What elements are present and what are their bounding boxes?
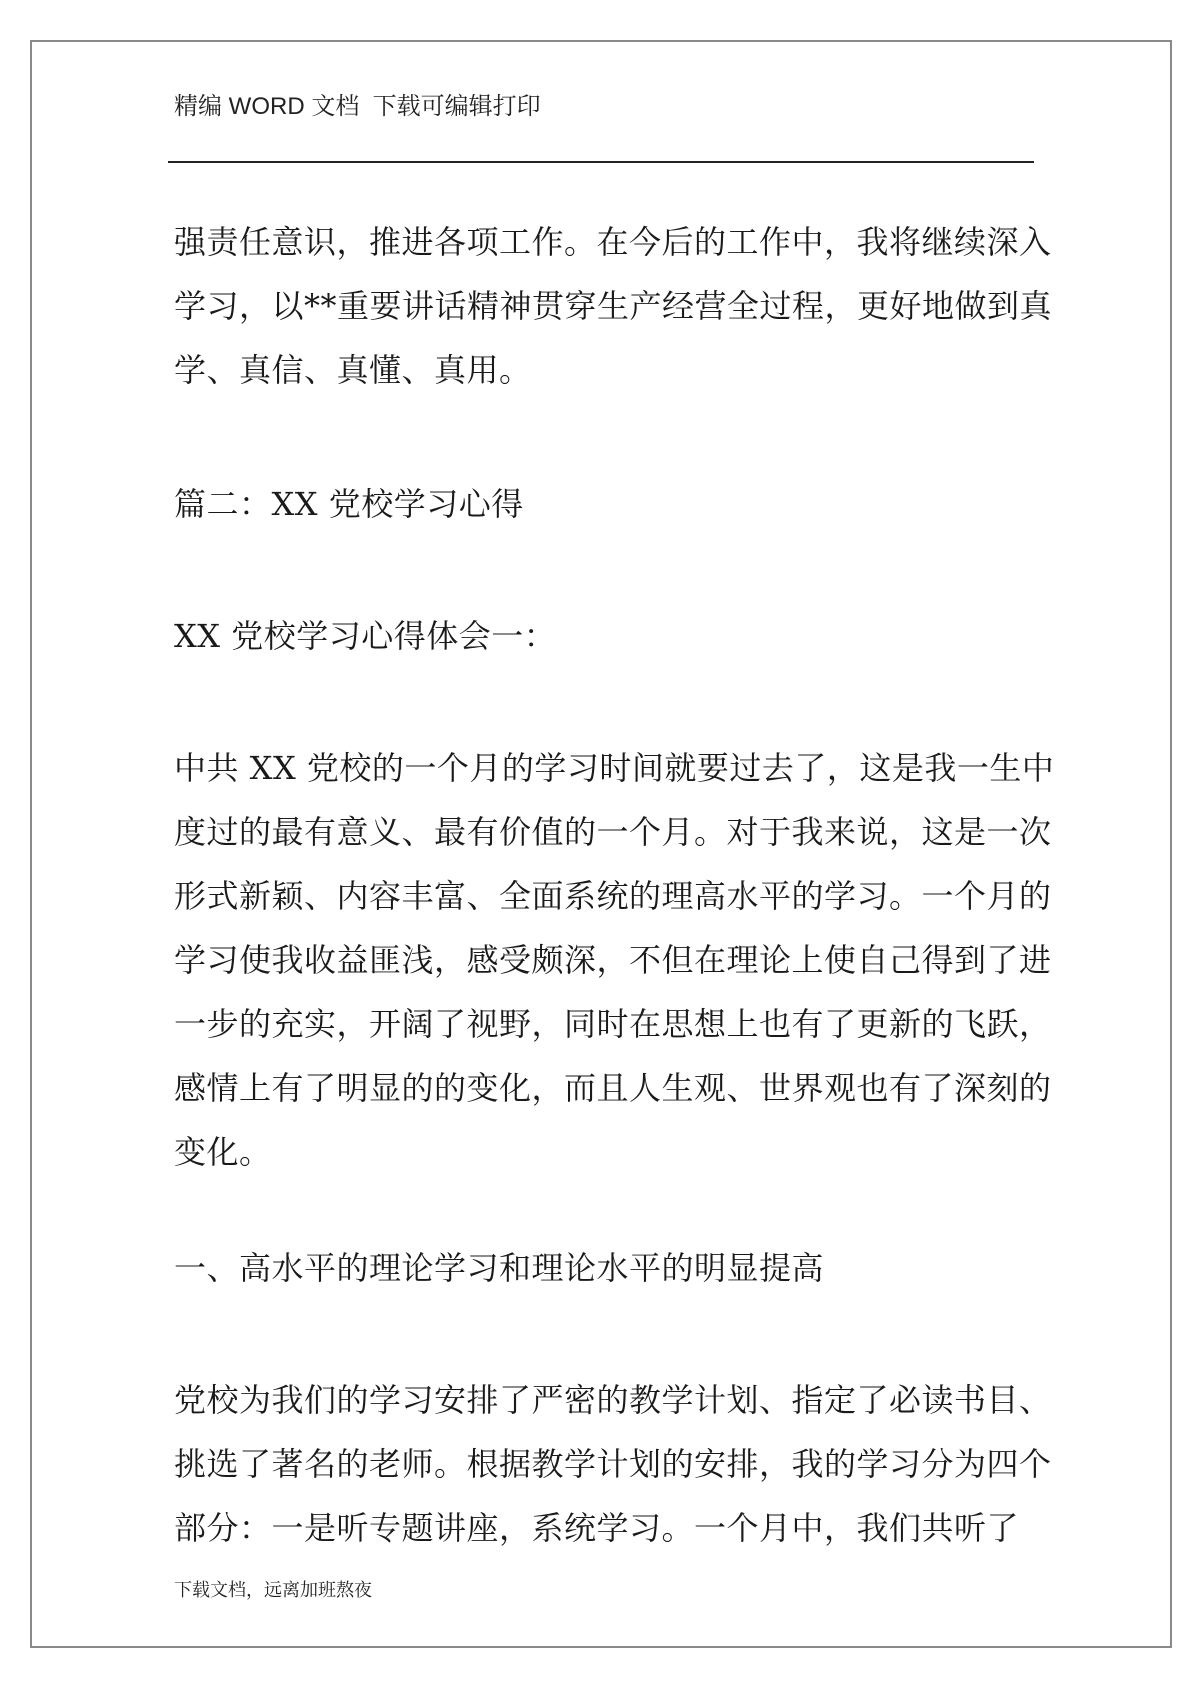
paragraph-line: 党校为我们的学习安排了严密的教学计划、指定了必读书目、 bbox=[174, 1381, 1052, 1419]
subsection-title-text: XX 党校学习心得体会一： bbox=[174, 617, 557, 655]
paragraph-line: 学、真信、真懂、真用。 bbox=[174, 351, 532, 389]
header-divider bbox=[168, 161, 1034, 163]
paragraph-line: 中共 XX 党校的一个月的学习时间就要过去了，这是我一生中 bbox=[174, 749, 1055, 787]
paragraph-line: 强责任意识，推进各项工作。在今后的工作中，我将继续深入 bbox=[174, 223, 1052, 261]
paragraph-line: 挑选了著名的老师。根据教学计划的安排，我的学习分为四个 bbox=[174, 1445, 1052, 1483]
paragraph-1 bbox=[174, 210, 1053, 402]
paragraph-line: 一步的充实，开阔了视野，同时在思想上也有了更新的飞跃， bbox=[174, 1005, 1052, 1043]
paragraph-line: 度过的最有意义、最有价值的一个月。对于我来说，这是一次 bbox=[174, 813, 1052, 851]
paragraph-line: 变化。 bbox=[174, 1133, 272, 1171]
subsection-title bbox=[174, 604, 1040, 668]
paragraph-line: 感情上有了明显的的变化，而且人生观、世界观也有了深刻的 bbox=[174, 1069, 1052, 1107]
point-heading-text: 一、高水平的理论学习和理论水平的明显提高 bbox=[174, 1249, 825, 1287]
paragraph-line: 学习使我收益匪浅，感受颇深，不但在理论上使自己得到了进 bbox=[174, 941, 1052, 979]
point-heading bbox=[174, 1236, 1040, 1300]
paragraph-line: 学习，以**重要讲话精神贯穿生产经营全过程，更好地做到真 bbox=[174, 287, 1053, 325]
section-title bbox=[174, 472, 1040, 536]
page-header: 精编 WORD 文档 下载可编辑打印 bbox=[174, 93, 541, 120]
paragraph-3 bbox=[174, 1368, 1052, 1560]
page-footer: 下载文档，远离加班熬夜 bbox=[174, 1580, 372, 1601]
section-title-text: 篇二：XX 党校学习心得 bbox=[174, 485, 524, 523]
paragraph-line: 形式新颖、内容丰富、全面系统的理高水平的学习。一个月的 bbox=[174, 877, 1052, 915]
paragraph-line: 部分：一是听专题讲座，系统学习。一个月中，我们共听了 bbox=[174, 1509, 1020, 1547]
paragraph-2 bbox=[174, 736, 1055, 1184]
